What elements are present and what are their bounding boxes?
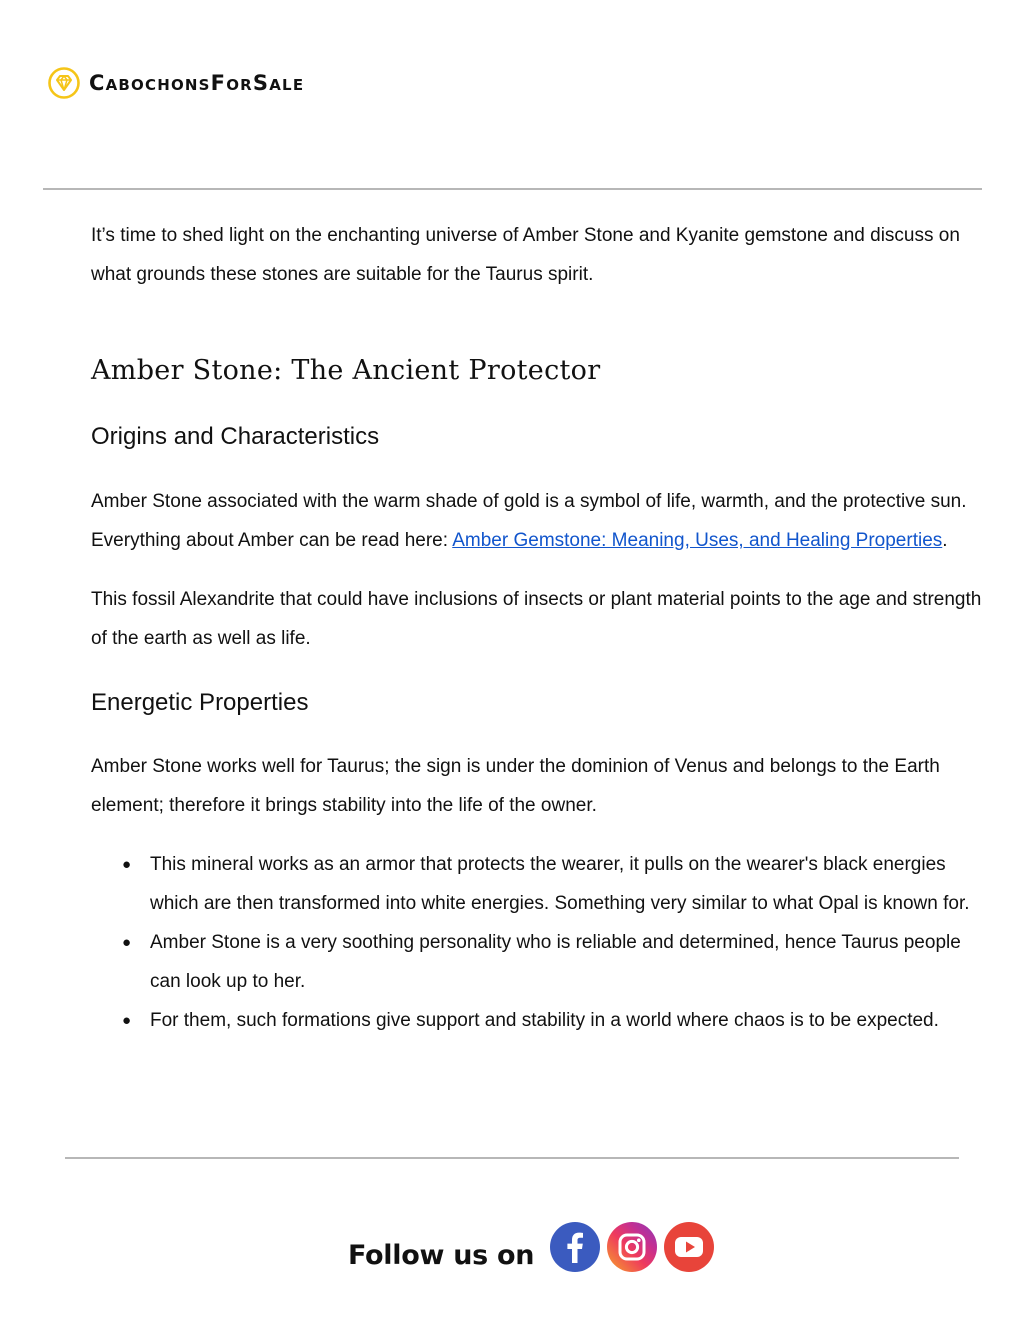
origins-text: Amber Stone associated with the warm shade of gold is a symbol of life, warmth, and the protective sun. Everything about Amber can be read here: (91, 491, 967, 551)
list-item (91, 923, 996, 1001)
section-title: Amber Stone: The Ancient Protector (91, 355, 601, 386)
footer-divider (65, 1157, 959, 1159)
fossil-paragraph: This fossil Alexandrite that could have inclusions of insects or plant material points to the age and strength of the earth as well as life. (91, 589, 982, 649)
list-item (91, 1001, 996, 1040)
follow-label: Follow us on (348, 1240, 535, 1271)
article-content (91, 216, 996, 1040)
energy-paragraph: Amber Stone works well for Taurus; the sign is under the dominion of Venus and belongs to the Earth element; therefore it brings stability into the life of the owner. (91, 756, 940, 816)
brand-name: CabochonsForSale (89, 70, 305, 95)
youtube-icon[interactable] (664, 1222, 714, 1272)
facebook-icon[interactable] (550, 1222, 600, 1272)
bullet-icon: ● (122, 1012, 132, 1029)
list-item-text: For them, such formations give support and stability in a world where chaos is to be expected. (150, 1010, 939, 1031)
origins-paragraph (91, 482, 996, 560)
header-divider (43, 188, 982, 190)
list-item-text: Amber Stone is a very soothing personality who is reliable and determined, hence Taurus people can look up to her. (150, 932, 961, 992)
intro-paragraph: It’s time to shed light on the enchanting universe of Amber Stone and Kyanite gemstone and discuss on what grounds these stones are suitable for the Taurus spirit. (91, 225, 960, 285)
origins-heading: Origins and Characteristics (91, 423, 380, 450)
brand-logo[interactable] (48, 64, 304, 102)
amber-gemstone-link[interactable]: Amber Gemstone: Meaning, Uses, and Healing Properties (452, 530, 943, 551)
energy-heading: Energetic Properties (91, 689, 309, 716)
list-item-text: This mineral works as an armor that protects the wearer, it pulls on the wearer's black energies which are then transformed into white energies. Something very similar to what Opal is known for. (150, 854, 970, 914)
list-item (91, 845, 996, 923)
bullet-icon: ● (122, 934, 132, 951)
gem-logo-icon (48, 67, 80, 99)
social-follow (348, 1222, 721, 1282)
properties-list (91, 845, 996, 1040)
origins-text-end: . (942, 530, 948, 551)
instagram-icon[interactable] (607, 1222, 657, 1272)
bullet-icon: ● (122, 856, 132, 873)
